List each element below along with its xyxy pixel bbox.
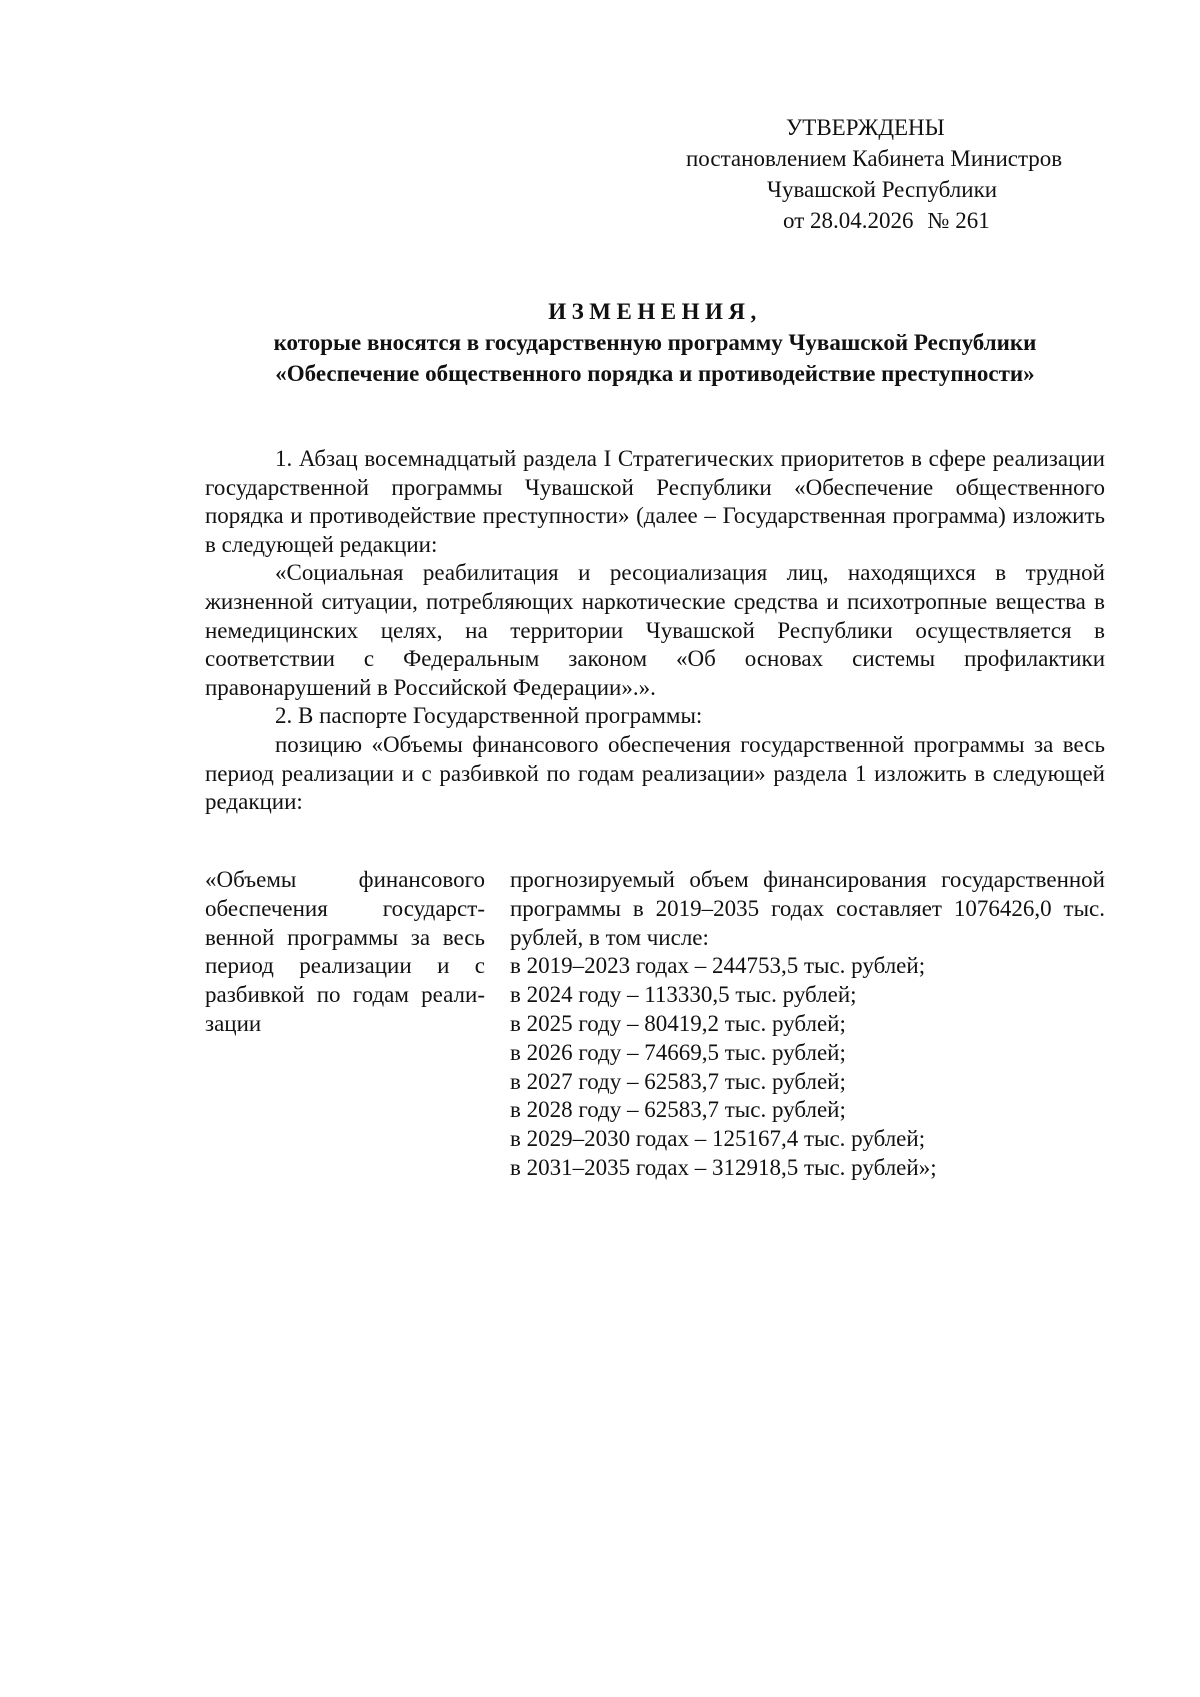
- financing-row: в 2025 году – 80419,2 тыс. рублей;: [510, 1010, 846, 1036]
- passport-position-table: [205, 866, 1105, 1183]
- approval-stamp-title: УТВЕРЖДЕНЫ: [786, 115, 945, 140]
- document-subtitle-line-1: которые вносятся в государственную программу Чувашской Республики: [273, 330, 1037, 355]
- financing-row: в 2031–2035 годах – 312918,5 тыс. рублей»;: [510, 1154, 937, 1180]
- financing-row: в 2024 году – 113330,5 тыс. рублей;: [510, 982, 857, 1008]
- passport-position-label: «Объемы финансового обеспечения государственной программы за весь период реализации и с разбивкой по годам реализации: [205, 867, 485, 1036]
- approval-date-line: [660, 205, 1120, 236]
- financing-row: в 2027 году – 62583,7 тыс. рублей;: [510, 1068, 846, 1094]
- financing-row: в 2028 году – 62583,7 тыс. рублей;: [510, 1097, 846, 1123]
- approval-republic-line: Чувашской Республики: [767, 177, 998, 202]
- document-title: ИЗМЕНЕНИЯ,: [548, 299, 762, 324]
- approval-number: № 261: [927, 208, 990, 233]
- document-heading: [205, 296, 1105, 389]
- paragraph-4: позицию «Объемы финансового обеспечения государственной программы за весь период реализации и с разбивкой по годам реализации» раздела 1 изложить в следующей редакции:: [205, 731, 1105, 815]
- financing-intro: прогнозируемый объем финансирования государственной программы в 2019–2035 годах составляет 1076426,0 тыс. рублей, в том числе:: [510, 867, 1105, 950]
- financing-row: в 2029–2030 годах – 125167,4 тыс. рублей;: [510, 1126, 926, 1152]
- approval-block: [660, 112, 1120, 236]
- paragraph-1: 1. Абзац восемнадцатый раздела I Стратегических приоритетов в сфере реализации государственной программы Чувашской Республики «Обеспечение общественного порядка и противодействие преступности» (далее – Государственная программа) изложить в следующей редакции:: [205, 446, 1105, 557]
- financing-row: в 2026 году – 74669,5 тыс. рублей;: [510, 1039, 846, 1065]
- passport-position-value: [510, 866, 1105, 1183]
- paragraph-2: «Социальная реабилитация и ресоциализация лиц, находящихся в трудной жизненной ситуации, потребляющих наркотические средства и психотропные вещества в немедицинских целях, на территории Чувашской Республики осуществляется в соответствии с Федеральным законом «Об основах системы профилактики правонарушений в Российской Федерации».».: [205, 560, 1105, 700]
- financing-row: в 2019–2023 годах – 244753,5 тыс. рублей;: [510, 953, 926, 979]
- approval-date: от 28.04.2026: [783, 208, 914, 233]
- paragraph-3: 2. В паспорте Государственной программы:: [275, 703, 703, 729]
- document-body: [205, 445, 1105, 817]
- approval-resolution-line: постановлением Кабинета Министров: [686, 146, 1063, 171]
- document-subtitle-line-2: «Обеспечение общественного порядка и противодействие преступности»: [275, 361, 1035, 386]
